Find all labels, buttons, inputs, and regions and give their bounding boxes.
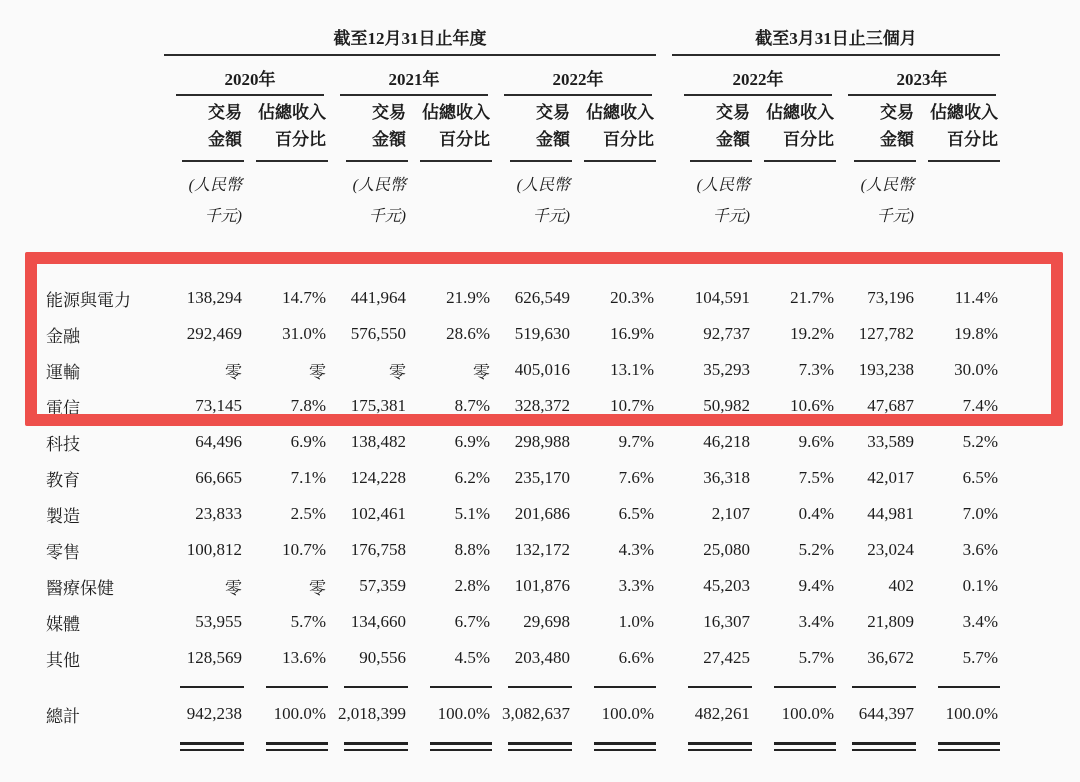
year-header-2020: 2020年 — [176, 65, 324, 96]
pct-cell: 11.4% — [954, 288, 998, 307]
amount-cell: 519,630 — [514, 324, 570, 343]
pct-cell: 8.8% — [454, 540, 490, 559]
pct-cell: 8.7% — [454, 396, 490, 415]
total-pct-cell: 100.0% — [273, 704, 326, 723]
spacer-cell — [656, 20, 672, 56]
row-label: 科技 — [46, 434, 80, 454]
pct-column-header: 佔總收入 百分比 — [408, 96, 492, 162]
table-row — [38, 532, 1000, 568]
pct-cell: 3.4% — [962, 612, 998, 631]
amount-cell: 35,293 — [703, 360, 750, 379]
amount-cell: 328,372 — [514, 396, 570, 415]
spacer-cell — [656, 96, 672, 162]
pct-cell: 6.9% — [290, 432, 326, 451]
amount-cell: 21,809 — [867, 612, 914, 631]
amount-cell: 零 — [225, 578, 242, 598]
pct-cell: 6.7% — [454, 612, 490, 631]
currency-note: (人民幣 千元) — [860, 177, 914, 226]
amount-cell: 175,381 — [350, 396, 406, 415]
pct-cell: 4.5% — [454, 648, 490, 667]
spacer-cell — [656, 352, 672, 388]
amount-cell: 27,425 — [703, 648, 750, 667]
amount-cell: 134,660 — [350, 612, 406, 631]
amount-cell: 402 — [888, 576, 914, 595]
spacer-cell — [656, 460, 672, 496]
amount-cell: 132,172 — [514, 540, 570, 559]
currency-note: (人民幣 千元) — [696, 177, 750, 226]
year-header-2022: 2022年 — [504, 65, 652, 96]
spacer-cell — [656, 56, 672, 96]
table-row — [38, 352, 1000, 388]
revenue-by-industry-table — [38, 20, 1000, 760]
total-amount-cell: 3,082,637 — [502, 704, 570, 723]
total-pct-cell: 100.0% — [437, 704, 490, 723]
pct-cell: 5.2% — [962, 432, 998, 451]
table-row — [38, 424, 1000, 460]
amount-cell: 2,107 — [711, 504, 750, 523]
amount-cell: 45,203 — [703, 576, 750, 595]
pct-cell: 5.7% — [798, 648, 834, 667]
pct-cell: 14.7% — [282, 288, 326, 307]
year-header-q1-2023: 2023年 — [848, 65, 996, 96]
amount-cell: 92,737 — [703, 324, 750, 343]
spacer-cell — [656, 280, 672, 316]
spacer-cell — [656, 568, 672, 604]
currency-note: (人民幣 千元) — [352, 177, 406, 226]
amount-cell: 42,017 — [867, 468, 914, 487]
pct-cell: 6.5% — [618, 504, 654, 523]
row-label: 金融 — [46, 326, 80, 346]
pct-cell: 6.5% — [962, 468, 998, 487]
spacer-cell — [656, 676, 672, 688]
pct-cell: 19.2% — [790, 324, 834, 343]
pct-cell: 5.7% — [290, 612, 326, 631]
pct-cell: 28.6% — [446, 324, 490, 343]
total-amount-cell: 644,397 — [858, 704, 914, 723]
pct-cell: 7.1% — [290, 468, 326, 487]
pct-cell: 9.7% — [618, 432, 654, 451]
table-row-obscured — [38, 388, 1000, 424]
row-label: 製造 — [46, 506, 80, 526]
row-label: 能源與電力 — [46, 290, 131, 310]
amount-cell: 47,687 — [867, 396, 914, 415]
amount-cell: 298,988 — [514, 432, 570, 451]
total-amount-cell: 482,261 — [694, 704, 750, 723]
total-amount-cell: 942,238 — [186, 704, 242, 723]
amount-cell: 66,665 — [195, 468, 242, 487]
subtotal-rule-row — [38, 676, 1000, 688]
amount-cell: 零 — [389, 362, 406, 382]
amount-cell: 104,591 — [694, 288, 750, 307]
pct-cell: 21.9% — [446, 288, 490, 307]
spacer-cell — [656, 388, 672, 424]
period-header-row — [38, 20, 1000, 56]
pct-cell: 2.8% — [454, 576, 490, 595]
period-header-quarter: 截至3月31日止三個月 — [672, 24, 1000, 56]
amount-column-header: 交易 金額 — [492, 96, 572, 162]
pct-cell: 6.6% — [618, 648, 654, 667]
pct-column-header: 佔總收入 百分比 — [916, 96, 1000, 162]
currency-note: (人民幣 千元) — [188, 177, 242, 226]
pct-cell: 10.7% — [282, 540, 326, 559]
row-label: 醫療保健 — [46, 578, 114, 598]
pct-cell: 3.3% — [618, 576, 654, 595]
amount-cell: 36,672 — [867, 648, 914, 667]
spacer-cell — [656, 740, 672, 760]
amount-cell: 626,549 — [514, 288, 570, 307]
table-row — [38, 496, 1000, 532]
row-label: 零售 — [46, 542, 80, 562]
amount-cell: 405,016 — [514, 360, 570, 379]
amount-cell: 292,469 — [186, 324, 242, 343]
spacer-cell — [656, 532, 672, 568]
pct-cell: 13.1% — [610, 360, 654, 379]
column-header-row — [38, 96, 1000, 162]
spacer-cell — [656, 640, 672, 676]
spacer-cell — [656, 162, 672, 236]
pct-cell: 7.3% — [798, 360, 834, 379]
total-label: 總計 — [46, 706, 80, 726]
amount-cell: 101,876 — [514, 576, 570, 595]
pct-cell: 2.5% — [290, 504, 326, 523]
table-row — [38, 316, 1000, 352]
currency-note: (人民幣 千元) — [516, 177, 570, 226]
amount-cell: 193,238 — [858, 360, 914, 379]
year-header-2021: 2021年 — [340, 65, 488, 96]
pct-cell: 5.1% — [454, 504, 490, 523]
amount-cell: 46,218 — [703, 432, 750, 451]
amount-cell: 53,955 — [195, 612, 242, 631]
amount-cell: 127,782 — [858, 324, 914, 343]
table-row — [38, 280, 1000, 316]
pct-cell: 9.4% — [798, 576, 834, 595]
amount-cell: 73,145 — [195, 396, 242, 415]
amount-cell: 25,080 — [703, 540, 750, 559]
pct-cell: 4.3% — [618, 540, 654, 559]
amount-cell: 203,480 — [514, 648, 570, 667]
row-label: 其他 — [46, 650, 80, 670]
pct-cell: 9.6% — [798, 432, 834, 451]
pct-cell: 6.9% — [454, 432, 490, 451]
pct-cell: 零 — [309, 362, 326, 382]
spacer-cell — [656, 688, 672, 740]
amount-cell: 36,318 — [703, 468, 750, 487]
pct-cell: 零 — [473, 362, 490, 382]
pct-cell: 20.3% — [610, 288, 654, 307]
pct-cell: 7.0% — [962, 504, 998, 523]
pct-cell: 3.4% — [798, 612, 834, 631]
amount-column-header: 交易 金額 — [836, 96, 916, 162]
amount-cell: 138,482 — [350, 432, 406, 451]
pct-cell: 10.7% — [610, 396, 654, 415]
pct-cell: 21.7% — [790, 288, 834, 307]
pct-cell: 10.6% — [790, 396, 834, 415]
amount-cell: 44,981 — [867, 504, 914, 523]
table-row — [38, 568, 1000, 604]
pct-cell: 13.6% — [282, 648, 326, 667]
amount-cell: 576,550 — [350, 324, 406, 343]
pct-cell: 7.8% — [290, 396, 326, 415]
total-row — [38, 688, 1000, 740]
pct-cell: 19.8% — [954, 324, 998, 343]
amount-cell: 124,228 — [350, 468, 406, 487]
pct-cell: 7.4% — [962, 396, 998, 415]
pct-cell: 零 — [309, 578, 326, 598]
pct-cell: 3.6% — [962, 540, 998, 559]
pct-cell: 7.5% — [798, 468, 834, 487]
pct-cell: 5.7% — [962, 648, 998, 667]
year-header-row — [38, 56, 1000, 96]
pct-cell: 0.4% — [798, 504, 834, 523]
table-row — [38, 640, 1000, 676]
amount-cell: 441,964 — [350, 288, 406, 307]
year-header-q1-2022: 2022年 — [684, 65, 832, 96]
total-amount-cell: 2,018,399 — [338, 704, 406, 723]
amount-cell: 102,461 — [350, 504, 406, 523]
amount-column-header: 交易 金額 — [672, 96, 752, 162]
amount-cell: 73,196 — [867, 288, 914, 307]
amount-column-header: 交易 金額 — [164, 96, 244, 162]
pct-cell: 1.0% — [618, 612, 654, 631]
pct-cell: 7.6% — [618, 468, 654, 487]
row-label: 媒體 — [46, 614, 80, 634]
amount-cell: 50,982 — [703, 396, 750, 415]
amount-cell: 90,556 — [359, 648, 406, 667]
total-pct-cell: 100.0% — [945, 704, 998, 723]
amount-cell: 16,307 — [703, 612, 750, 631]
amount-cell: 57,359 — [359, 576, 406, 595]
total-double-rule-row — [38, 740, 1000, 760]
amount-cell: 100,812 — [186, 540, 242, 559]
pct-cell: 0.1% — [962, 576, 998, 595]
pct-column-header: 佔總收入 百分比 — [572, 96, 656, 162]
row-label: 運輸 — [46, 362, 80, 382]
amount-column-header: 交易 金額 — [328, 96, 408, 162]
table-row — [38, 460, 1000, 496]
total-pct-cell: 100.0% — [601, 704, 654, 723]
amount-cell: 23,833 — [195, 504, 242, 523]
spacer-cell — [656, 424, 672, 460]
amount-cell: 176,758 — [350, 540, 406, 559]
amount-cell: 33,589 — [867, 432, 914, 451]
total-pct-cell: 100.0% — [781, 704, 834, 723]
amount-cell: 23,024 — [867, 540, 914, 559]
amount-cell: 128,569 — [186, 648, 242, 667]
pct-cell: 6.2% — [454, 468, 490, 487]
amount-cell: 64,496 — [195, 432, 242, 451]
row-label: 電信 — [46, 398, 80, 418]
amount-cell: 29,698 — [523, 612, 570, 631]
pct-column-header: 佔總收入 百分比 — [244, 96, 328, 162]
table-row — [38, 604, 1000, 640]
spacer-cell — [656, 496, 672, 532]
amount-cell: 138,294 — [186, 288, 242, 307]
spacer-cell — [656, 604, 672, 640]
currency-note-row — [38, 162, 1000, 236]
amount-cell: 201,686 — [514, 504, 570, 523]
pct-cell: 31.0% — [282, 324, 326, 343]
pct-column-header: 佔總收入 百分比 — [752, 96, 836, 162]
row-label: 教育 — [46, 470, 80, 490]
spacer-cell — [656, 316, 672, 352]
spacer-row — [38, 236, 1000, 280]
amount-cell: 235,170 — [514, 468, 570, 487]
pct-cell: 30.0% — [954, 360, 998, 379]
pct-cell: 5.2% — [798, 540, 834, 559]
pct-cell: 16.9% — [610, 324, 654, 343]
amount-cell: 零 — [225, 362, 242, 382]
period-header-annual: 截至12月31日止年度 — [164, 24, 656, 56]
